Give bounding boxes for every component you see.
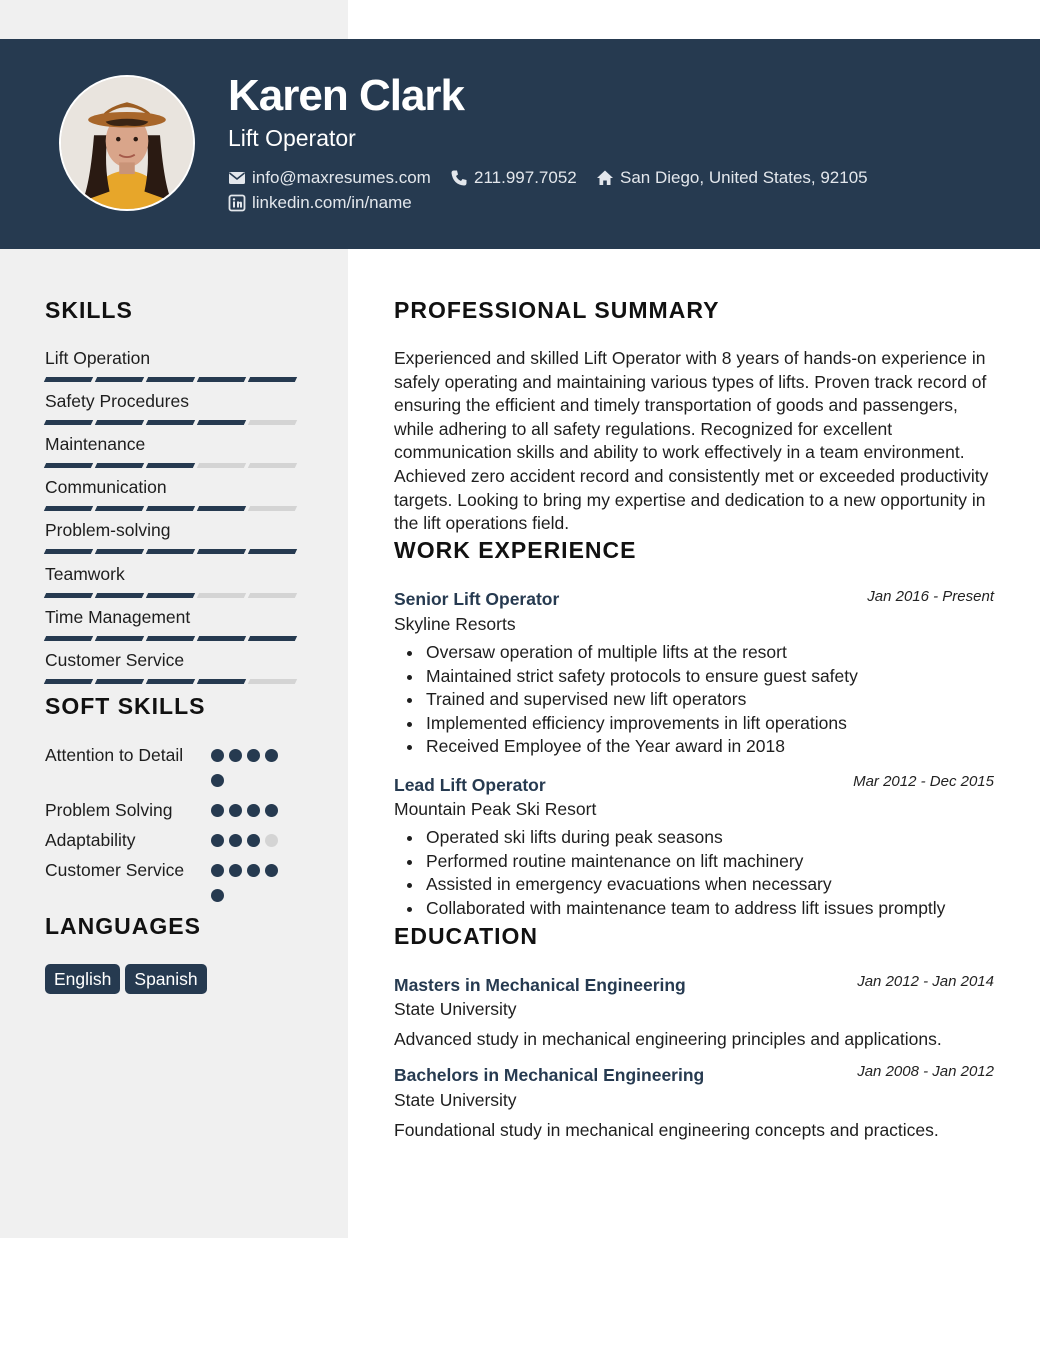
skill-bar-filled: [95, 679, 144, 684]
rating-dot-filled: [211, 834, 224, 847]
skill-bar-filled: [197, 420, 246, 425]
skill-label: Maintenance: [45, 434, 146, 454]
rating-dot-filled: [211, 889, 224, 902]
job-bullet: Assisted in emergency evacuations when necessary: [394, 873, 1004, 897]
soft-skill-label: Problem Solving: [45, 800, 173, 820]
location-text: San Diego, United States, 92105: [620, 168, 868, 187]
skill-item: [45, 476, 305, 511]
skill-bar-filled: [146, 593, 195, 598]
skill-label: Communication: [45, 477, 167, 497]
rating-dot-filled: [247, 834, 260, 847]
soft-skill-rating: [211, 858, 291, 914]
job-bullet: Collaborated with maintenance team to address lift issues promptly: [394, 897, 1004, 921]
rating-dot-filled: [229, 864, 242, 877]
rating-dot-filled: [247, 804, 260, 817]
skill-bar-filled: [44, 463, 93, 468]
candidate-title: Lift Operator: [228, 125, 356, 151]
skill-label: Safety Procedures: [45, 391, 189, 411]
job-company: Mountain Peak Ski Resort: [394, 799, 597, 819]
languages-heading: LANGUAGES: [45, 913, 201, 939]
skill-bar-filled: [146, 636, 195, 641]
skill-label: Lift Operation: [45, 348, 151, 368]
summary-heading: PROFESSIONAL SUMMARY: [394, 297, 720, 323]
education-heading: EDUCATION: [394, 923, 539, 949]
linkedin-icon: [228, 194, 246, 212]
envelope-icon: [228, 169, 246, 187]
email-text: info@maxresumes.com: [252, 168, 431, 187]
skill-bar-filled: [146, 506, 195, 511]
skill-bar-filled: [44, 593, 93, 598]
skill-bar-filled: [197, 636, 246, 641]
skill-level-bar: [45, 636, 305, 641]
skill-bar-filled: [95, 636, 144, 641]
skill-bar-filled: [95, 506, 144, 511]
job-bullet: Operated ski lifts during peak seasons: [394, 826, 1004, 850]
skill-level-bar: [45, 420, 305, 425]
skill-level-bar: [45, 593, 305, 598]
summary-text: Experienced and skilled Lift Operator with 8 years of hands-on experience in safely operating and maintaining various types of lifts. Proven track record of ensuring the efficient and timely transportation of goods and passengers, while adhering to all safety regulations. Recognized for excellent communication skills and ability to work effectively in a team environment. Achieved zero accident record and consistently met or exceeded productivity targets. Looking to bring my expertise and dedication to a new opportunity in the lift operations field.: [394, 348, 989, 534]
skill-bar-filled: [146, 420, 195, 425]
soft-skill-label: Attention to Detail: [45, 745, 184, 765]
soft-skill-rating: [211, 743, 291, 799]
language-tag: Spanish: [125, 964, 206, 994]
skill-bar-filled: [197, 679, 246, 684]
skill-bar-filled: [146, 463, 195, 468]
rating-dot-filled: [211, 774, 224, 787]
rating-dot-filled: [229, 749, 242, 762]
degree-title: Bachelors in Mechanical Engineering: [394, 1065, 705, 1085]
skill-item: [45, 433, 305, 468]
soft-skill-rating: [211, 828, 291, 859]
degree-description: Advanced study in mechanical engineering principles and applications.: [394, 1029, 942, 1049]
skill-bar-empty: [197, 593, 246, 598]
rating-dot-filled: [265, 749, 278, 762]
skill-item: [45, 563, 305, 598]
skill-bar-filled: [44, 506, 93, 511]
contact-email[interactable]: [228, 167, 431, 189]
skill-bar-empty: [248, 506, 297, 511]
skill-bar-empty: [248, 593, 297, 598]
soft-skill-item: [45, 743, 305, 799]
job-dates: Jan 2016 - Present: [867, 588, 994, 605]
degree-dates: Jan 2012 - Jan 2014: [857, 973, 994, 990]
skill-bar-filled: [95, 377, 144, 382]
job-bullet: Implemented efficiency improvements in lift operations: [394, 712, 1004, 736]
skill-bar-filled: [248, 636, 297, 641]
soft-skill-rating: [211, 798, 291, 829]
skill-item: [45, 649, 305, 684]
skill-item: [45, 519, 305, 554]
skill-bar-filled: [44, 679, 93, 684]
skill-label: Time Management: [45, 607, 191, 627]
soft-skill-label: Adaptability: [45, 830, 136, 850]
profile-photo: [61, 77, 193, 209]
languages-list: [45, 964, 212, 994]
job-title: Lead Lift Operator: [394, 775, 546, 795]
skill-bar-filled: [44, 377, 93, 382]
soft-skill-label: Customer Service: [45, 860, 185, 880]
skill-bar-filled: [248, 549, 297, 554]
rating-dot-filled: [211, 749, 224, 762]
avatar: [59, 75, 195, 211]
skill-level-bar: [45, 463, 305, 468]
job-bullet: Trained and supervised new lift operators: [394, 688, 1004, 712]
rating-dot-filled: [229, 834, 242, 847]
skill-item: [45, 606, 305, 641]
rating-dot-filled: [211, 864, 224, 877]
skill-level-bar: [45, 506, 305, 511]
rating-dot-filled: [229, 804, 242, 817]
resume-header: [0, 39, 1040, 249]
skill-bar-filled: [44, 636, 93, 641]
contact-linkedin[interactable]: [228, 192, 412, 214]
skill-bar-filled: [146, 377, 195, 382]
rating-dot-filled: [265, 804, 278, 817]
rating-dot-empty: [265, 834, 278, 847]
linkedin-text: linkedin.com/in/name: [252, 193, 412, 212]
job-company: Skyline Resorts: [394, 614, 516, 634]
candidate-name: Karen Clark: [228, 71, 465, 120]
degree-dates: Jan 2008 - Jan 2012: [857, 1063, 994, 1080]
skill-level-bar: [45, 549, 305, 554]
rating-dot-filled: [247, 749, 260, 762]
skill-label: Teamwork: [45, 564, 125, 584]
degree-school: State University: [394, 999, 517, 1019]
skill-bar-empty: [248, 420, 297, 425]
experience-heading: WORK EXPERIENCE: [394, 537, 637, 563]
skills-heading: SKILLS: [45, 297, 133, 323]
soft-skill-item: [45, 858, 305, 914]
skill-bar-empty: [197, 463, 246, 468]
degree-title: Masters in Mechanical Engineering: [394, 975, 686, 995]
soft-skills-heading: SOFT SKILLS: [45, 693, 206, 719]
language-tag: English: [45, 964, 120, 994]
soft-skill-item: [45, 798, 305, 829]
rating-dot-filled: [265, 864, 278, 877]
skill-bar-filled: [197, 377, 246, 382]
soft-skill-item: [45, 828, 305, 859]
contact-location: [596, 167, 868, 189]
skill-bar-filled: [197, 549, 246, 554]
job-bullet: Received Employee of the Year award in 2018: [394, 735, 1004, 759]
skill-label: Problem-solving: [45, 520, 171, 540]
rating-dot-filled: [247, 864, 260, 877]
skill-bar-empty: [248, 463, 297, 468]
contact-phone[interactable]: [450, 167, 577, 189]
job-bullets: [394, 826, 1004, 920]
skill-bar-filled: [95, 593, 144, 598]
skill-bar-filled: [44, 549, 93, 554]
skill-level-bar: [45, 679, 305, 684]
skill-item: [45, 347, 305, 382]
job-bullet: Performed routine maintenance on lift machinery: [394, 850, 1004, 874]
degree-school: State University: [394, 1090, 517, 1110]
job-dates: Mar 2012 - Dec 2015: [853, 773, 994, 790]
skill-bar-empty: [248, 679, 297, 684]
skill-bar-filled: [95, 463, 144, 468]
job-bullet: Oversaw operation of multiple lifts at the resort: [394, 641, 1004, 665]
home-icon: [596, 169, 614, 187]
skill-bar-filled: [95, 420, 144, 425]
degree-description: Foundational study in mechanical engineering concepts and practices.: [394, 1120, 939, 1140]
skill-bar-filled: [146, 549, 195, 554]
job-bullets: [394, 641, 1004, 759]
rating-dot-filled: [211, 804, 224, 817]
skill-label: Customer Service: [45, 650, 185, 670]
skill-bar-filled: [248, 377, 297, 382]
skill-bar-filled: [146, 679, 195, 684]
skill-level-bar: [45, 377, 305, 382]
job-bullet: Maintained strict safety protocols to ensure guest safety: [394, 665, 1004, 689]
job-title: Senior Lift Operator: [394, 589, 560, 609]
phone-icon: [450, 169, 468, 187]
phone-text: 211.997.7052: [474, 168, 577, 187]
skill-item: [45, 390, 305, 425]
skill-bar-filled: [197, 506, 246, 511]
skill-bar-filled: [44, 420, 93, 425]
skill-bar-filled: [95, 549, 144, 554]
